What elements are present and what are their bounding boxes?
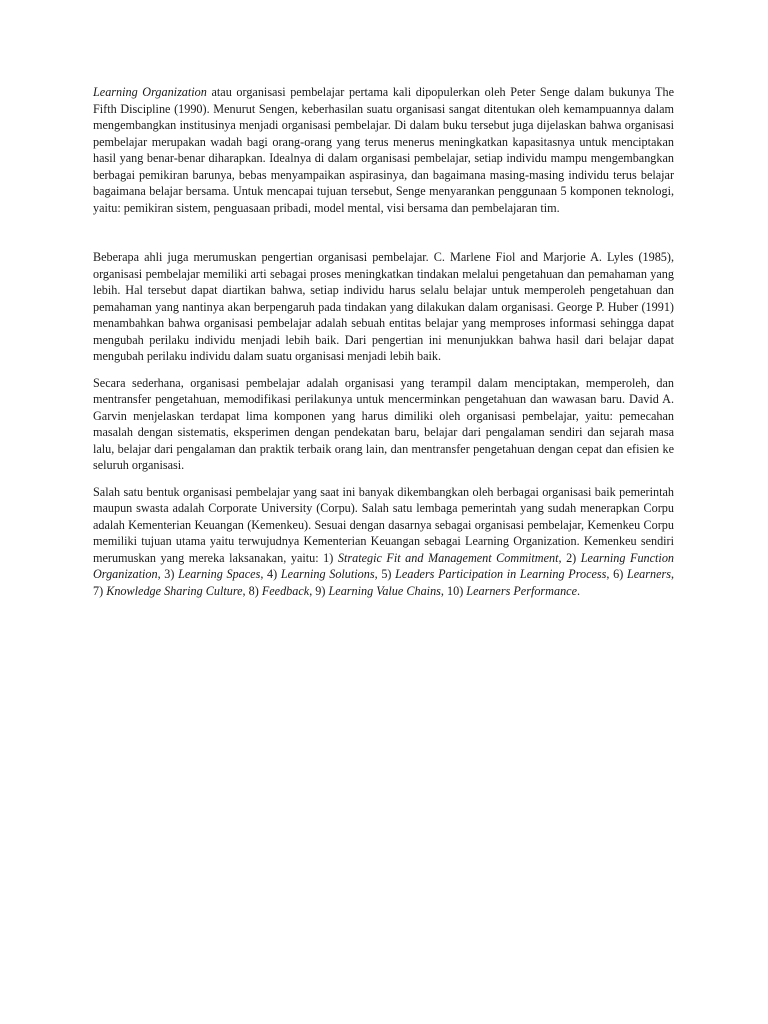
- item-term: Learning Spaces: [178, 567, 261, 581]
- item-number: 5): [381, 567, 396, 581]
- principle-item: [613, 567, 674, 581]
- paragraph-text: Secara sederhana, organisasi pembelajar adalah organisasi yang terampil dalam menciptakan, memperoleh, dan mentransfer pengetahuan, memodifikasi perilakunya untuk mencerminkan pengetahuan dan wawasan baru. David A. Garvin menjelaskan terdapat lima komponen yang harus dimiliki oleh organisasi pembelajar, yaitu: pemecahan masalah dengan sistematis, eksperimen dengan pendekatan baru, belajar dari pengalaman sendiri dan sejarah masa lalu, belajar dari pengalaman dan praktik terbaik orang lain, dan mentransfer pengetahuan dengan cepat dan efisien ke seluruh organisasi.: [93, 375, 674, 472]
- item-term: Learners: [626, 567, 671, 581]
- paragraph-garvin-components: [93, 375, 674, 474]
- item-separator: ,: [157, 567, 165, 581]
- item-number: 1): [323, 550, 338, 565]
- item-separator: ,: [558, 550, 567, 565]
- principle-item: [381, 567, 613, 581]
- principle-item: [93, 584, 249, 598]
- paragraph-definitions: [93, 249, 674, 365]
- principle-item: [447, 584, 580, 598]
- item-number: 4): [267, 567, 281, 581]
- item-separator: ,: [242, 583, 249, 598]
- lead-term: Learning Organization: [93, 85, 207, 99]
- item-term: Knowledge Sharing Culture: [106, 583, 243, 598]
- item-separator: ,: [309, 583, 316, 598]
- item-term: Learning Function Organization: [93, 550, 675, 581]
- principle-item: [249, 584, 316, 598]
- item-term: Strategic Fit and Management Commitment: [337, 550, 559, 565]
- principle-item: [164, 567, 267, 581]
- paragraph-text: Beberapa ahli juga merumuskan pengertian organisasi pembelajar. C. Marlene Fiol and Marjorie A. Lyles (1985), organisasi pembelajar memiliki arti sebagai proses meningkatkan tindakan melalui pengetahuan dan pemahaman yang lebih. Hal tersebut dapat diartikan bahwa, setiap individu harus selalu belajar untuk memperoleh pengetahuan dan pemahaman yang nantinya akan berpengaruh pada tindakan yang dilakukan dalam organisasi. George P. Huber (1991) menambahkan bahwa organisasi pembelajar adalah sebuah entitas belajar yang memproses informasi sehingga dapat mengubah perilaku individu menjadi lebih baik. Dari pengertian ini menunjukkan bahwa hasil dari belajar dapat mengubah perilaku individu dalam suatu organisasi menjadi lebih baik.: [93, 250, 674, 363]
- item-term: Leaders Participation in Learning Process: [395, 567, 607, 581]
- item-number: 2): [566, 550, 581, 565]
- item-separator: ,: [606, 567, 614, 581]
- item-number: 8): [248, 583, 262, 598]
- document-page: [93, 84, 674, 599]
- item-separator: ,: [260, 567, 268, 581]
- item-number: 10): [447, 583, 467, 598]
- item-number: 9): [315, 583, 329, 598]
- principle-item: [267, 567, 381, 581]
- item-separator: .: [576, 583, 581, 598]
- item-separator: ,: [670, 567, 675, 581]
- principle-item: [315, 584, 447, 598]
- principle-item: [323, 551, 566, 565]
- item-term: Learning Value Chains: [328, 583, 441, 598]
- paragraph-corpu: [93, 484, 674, 600]
- item-term: Feedback: [261, 583, 310, 598]
- paragraph-learning-organization: [93, 84, 674, 216]
- item-term: Learners Performance: [466, 583, 577, 598]
- item-separator: ,: [440, 583, 447, 598]
- paragraph-text: atau organisasi pembelajar pertama kali dipopulerkan oleh Peter Senge dalam bukunya The Fifth Discipline (1990). Menurut Sengen, keberhasilan suatu organisasi sangat ditentukan oleh kemampuannya dalam mengembangkan institusinya menjadi organisasi pembelajar. Di dalam buku tersebut juga dijelaskan bahwa organisasi pembelajar merupakan wadah bagi orang-orang yang terus menerus meningkatkan kapasitasnya untuk menciptakan hasil yang benar-benar diharapkan. Idealnya di dalam organisasi pembelajar, setiap individu mampu mengembangkan berbagai pemikiran barunya, bebas menyampaikan aspirasinya, dan bagaimana masing-masing individu terus belajar bagaimana belajar bersama. Untuk mencapai tujuan tersebut, Senge menyarankan penggunaan 5 komponen teknologi, yaitu: pemikiran sistem, penguasaan pribadi, model mental, visi bersama dan pembelajaran tim.: [93, 85, 675, 215]
- item-number: 3): [164, 567, 179, 581]
- item-number: 6): [613, 567, 627, 581]
- paragraph-intro: Salah satu bentuk organisasi pembelajar yang saat ini banyak dikembangkan oleh berbagai organisasi baik pemerintah maupun swasta adalah Corporate University (Corpu). Salah satu lembaga pemerintah yang sudah menerapkan Corpu adalah Kementerian Keuangan (Kemenkeu). Sesuai dengan dasarnya sebagai organisasi pembelajar, Kemenkeu Corpu memiliki tujuan utama yaitu terwujudnya Kementerian Keuangan sebagai Learning Organization. Kemenkeu sendiri merumuskan yang mereka laksanakan, yaitu:: [93, 484, 674, 565]
- item-term: Learning Solutions: [280, 567, 375, 581]
- item-number: 7): [93, 583, 107, 598]
- item-separator: ,: [374, 567, 382, 581]
